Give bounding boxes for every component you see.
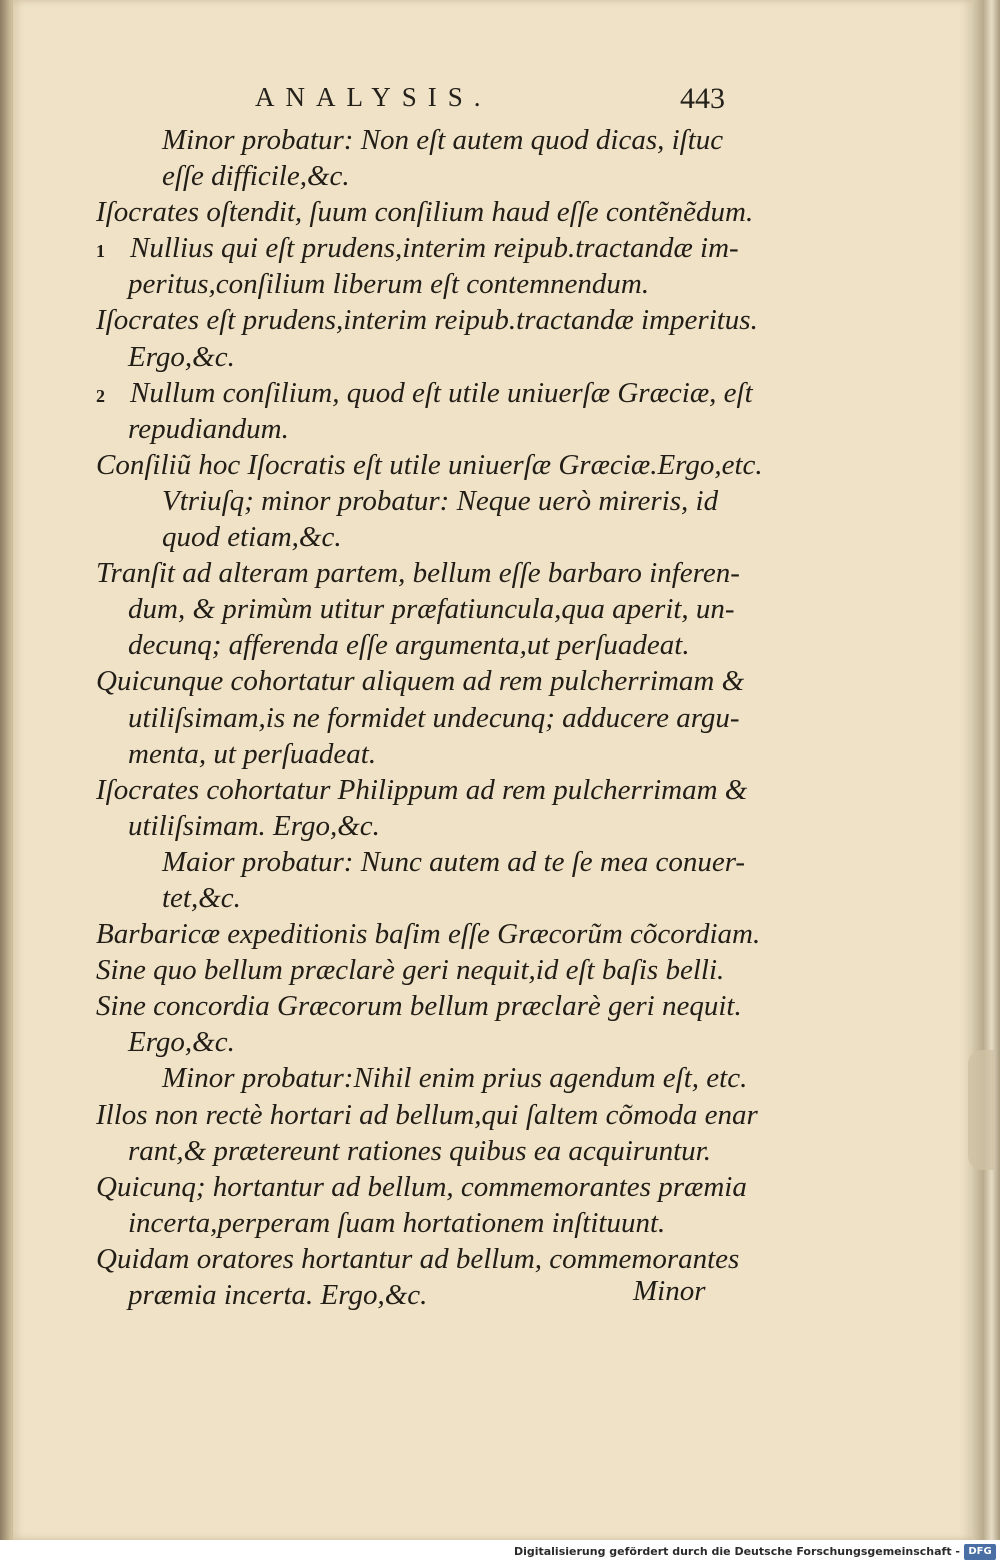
text-line: Iſocrates oſtendit, ſuum conſilium haud eſſe contẽnẽdum. [96, 196, 754, 229]
text-line: utiliſsimam,is ne formidet undecunq; adducere argu- [128, 701, 740, 734]
text-line: Illos non rectè hortari ad bellum,qui ſaltem cõmoda enar [96, 1098, 758, 1131]
text-line: Iſocrates eſt prudens,interim reipub.tractandæ imperitus. [96, 304, 758, 337]
dfg-logo: DFG [964, 1544, 996, 1560]
page-tab [968, 1050, 994, 1170]
page-number: 443 [680, 82, 725, 115]
text-line: Nullius qui eſt prudens,interim reipub.tractandæ im- [130, 232, 739, 265]
argument-marker-2: 2 [96, 385, 105, 406]
text-line: Nullum conſilium, quod eſt utile uniuerſæ Græciæ, eſt [130, 376, 753, 409]
text-line: peritus,conſilium liberum eſt contemnendum. [128, 268, 650, 301]
text-line: Sine concordia Græcorum bellum præclarè geri nequit. [96, 990, 742, 1023]
running-head: ANALYSIS. [255, 82, 492, 112]
text-line: decunq; afferenda eſſe argumenta,ut perſuadeat. [128, 629, 690, 662]
funding-credit: Digitalisierung gefördert durch die Deutsche Forschungsgemeinschaft - [513, 1545, 960, 1558]
text-line: rant,& prætereunt rationes quibus ea acquiruntur. [128, 1134, 711, 1167]
text-line: eſſe difficile,&c. [162, 160, 350, 193]
text-line: menta, ut perſuadeat. [128, 737, 377, 770]
text-line: Minor probatur:Nihil enim prius agendum eſt, etc. [162, 1062, 748, 1095]
text-line: utiliſsimam. Ergo,&c. [128, 809, 380, 842]
text-line: Tranſit ad alteram partem, bellum eſſe barbaro inferen- [96, 557, 740, 590]
text-line: præmia incerta. Ergo,&c. [128, 1279, 428, 1311]
page-header [255, 82, 725, 122]
text-line: Barbaricæ expeditionis baſim eſſe Græcorũm cõcordiam. [96, 918, 761, 951]
text-line: Maior probatur: Nunc autem ad te ſe mea conuer- [162, 845, 746, 878]
text-line: tet,&c. [162, 881, 241, 914]
text-line: Ergo,&c. [128, 1026, 235, 1059]
text-line: repudiandum. [128, 412, 289, 445]
footer-bar [0, 1540, 1000, 1565]
text-line: Ergo,&c. [128, 340, 235, 373]
text-line: incerta,perperam ſuam hortationem inſtituunt. [128, 1206, 666, 1239]
body-text [96, 122, 763, 1313]
text-line: Sine quo bellum præclarè geri nequit,id eſt baſis belli. [96, 954, 725, 987]
text-line: Minor probatur: Non eſt autem quod dicas, iſtuc [162, 124, 724, 156]
text-line: Iſocrates cohortatur Philippum ad rem pulcherrimam & [96, 773, 748, 806]
text-line: Quidam oratores hortantur ad bellum, commemorantes [96, 1242, 740, 1275]
text-line: Quicunq; hortantur ad bellum, commemorantes præmia [96, 1170, 747, 1203]
text-line: Conſiliũ hoc Iſocratis eſt utile uniuerſæ Græciæ.Ergo,etc. [96, 448, 763, 481]
argument-marker-1: 1 [96, 241, 105, 262]
text-line: dum, & primùm utitur præfatiuncula,qua aperit, un- [128, 593, 735, 626]
catchword: Minor [633, 1275, 706, 1307]
page-fore-edge [972, 0, 1000, 1540]
text-line: Quicunque cohortatur aliquem ad rem pulcherrimam & [96, 665, 745, 698]
text-line: quod etiam,&c. [162, 521, 342, 554]
text-line: Vtriuſq; minor probatur: Neque uerò mireris, id [162, 484, 719, 517]
